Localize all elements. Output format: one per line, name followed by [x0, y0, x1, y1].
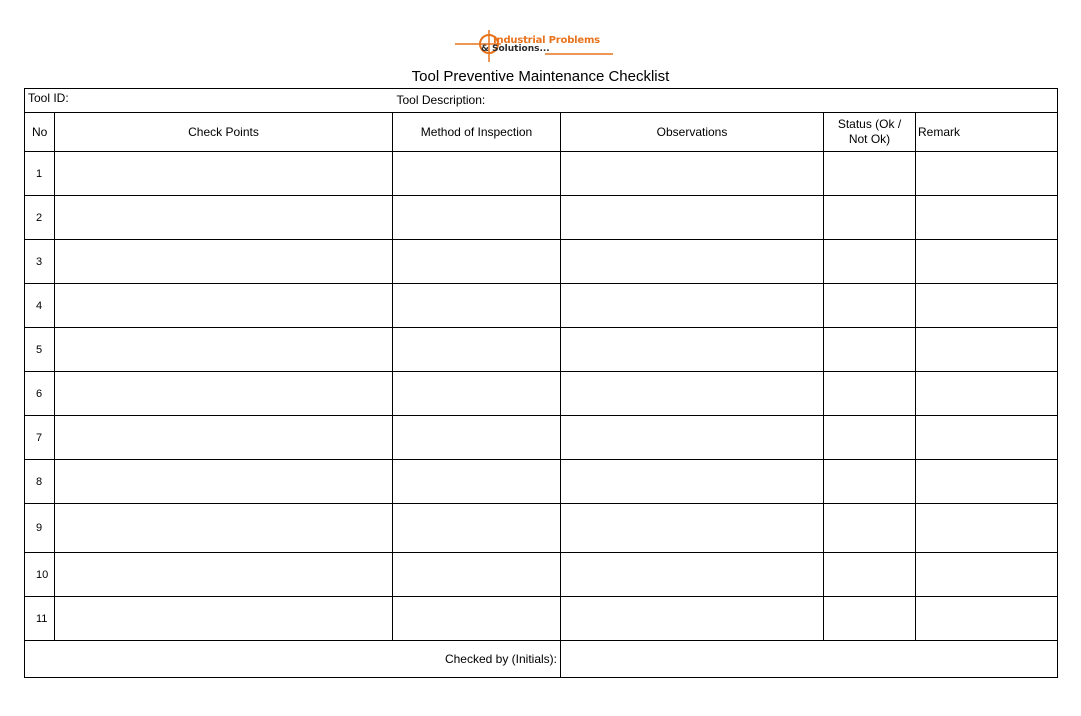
- method-cell[interactable]: [393, 597, 561, 641]
- checklist-table: [24, 88, 1058, 678]
- method-cell[interactable]: [393, 553, 561, 597]
- column-header-remark: Remark: [916, 113, 1058, 152]
- remark-cell[interactable]: [916, 152, 1058, 196]
- row-number: 11: [25, 597, 55, 641]
- check-point-cell[interactable]: [55, 284, 393, 328]
- observation-cell[interactable]: [561, 416, 824, 460]
- column-header-no: No: [25, 113, 55, 152]
- row-number: 9: [25, 504, 55, 553]
- table-row: [25, 504, 1058, 553]
- remark-cell[interactable]: [916, 240, 1058, 284]
- status-cell[interactable]: [824, 553, 916, 597]
- method-cell[interactable]: [393, 196, 561, 240]
- column-header-status: [824, 113, 916, 152]
- table-row: [25, 460, 1058, 504]
- method-cell[interactable]: [393, 152, 561, 196]
- table-row: [25, 372, 1058, 416]
- table-row: [25, 416, 1058, 460]
- remark-cell[interactable]: [916, 372, 1058, 416]
- remark-cell[interactable]: [916, 416, 1058, 460]
- status-cell[interactable]: [824, 284, 916, 328]
- check-point-cell[interactable]: [55, 240, 393, 284]
- status-cell[interactable]: [824, 597, 916, 641]
- table-row: [25, 553, 1058, 597]
- method-cell[interactable]: [393, 460, 561, 504]
- status-cell[interactable]: [824, 328, 916, 372]
- tool-info-row: [25, 89, 1058, 113]
- check-point-cell[interactable]: [55, 460, 393, 504]
- tool-description-field[interactable]: [393, 89, 1058, 113]
- column-header-method: Method of Inspection: [393, 113, 561, 152]
- table-header-row: [25, 113, 1058, 152]
- method-cell[interactable]: [393, 240, 561, 284]
- check-point-cell[interactable]: [55, 553, 393, 597]
- check-point-cell[interactable]: [55, 416, 393, 460]
- method-cell[interactable]: [393, 416, 561, 460]
- status-header-line1: Status (Ok /: [837, 117, 902, 131]
- tool-description-label: Tool Description:: [396, 93, 486, 107]
- company-logo: [455, 30, 615, 64]
- observation-cell[interactable]: [561, 152, 824, 196]
- check-point-cell[interactable]: [55, 597, 393, 641]
- observation-cell[interactable]: [561, 460, 824, 504]
- remark-cell[interactable]: [916, 460, 1058, 504]
- checked-by-initials-field[interactable]: [561, 641, 1058, 678]
- observation-cell[interactable]: [561, 597, 824, 641]
- table-row: [25, 240, 1058, 284]
- tool-id-field[interactable]: [25, 89, 393, 113]
- column-header-check-points: Check Points: [55, 113, 393, 152]
- method-cell[interactable]: [393, 284, 561, 328]
- remark-cell[interactable]: [916, 284, 1058, 328]
- observation-cell[interactable]: [561, 328, 824, 372]
- table-row: [25, 284, 1058, 328]
- status-cell[interactable]: [824, 196, 916, 240]
- status-header-line2: Not Ok): [848, 132, 891, 146]
- remark-cell[interactable]: [916, 553, 1058, 597]
- table-row: [25, 328, 1058, 372]
- row-number: 8: [25, 460, 55, 504]
- check-point-cell[interactable]: [55, 372, 393, 416]
- observation-cell[interactable]: [561, 240, 824, 284]
- observation-cell[interactable]: [561, 372, 824, 416]
- row-number: 10: [25, 553, 55, 597]
- method-cell[interactable]: [393, 328, 561, 372]
- status-cell[interactable]: [824, 416, 916, 460]
- row-number: 7: [25, 416, 55, 460]
- table-row: [25, 597, 1058, 641]
- remark-cell[interactable]: [916, 597, 1058, 641]
- status-cell[interactable]: [824, 152, 916, 196]
- remark-cell[interactable]: [916, 328, 1058, 372]
- row-number: 2: [25, 196, 55, 240]
- observation-cell[interactable]: [561, 504, 824, 553]
- logo-text-primary: Industrial Problems: [493, 35, 600, 46]
- row-number: 4: [25, 284, 55, 328]
- column-header-observations: Observations: [561, 113, 824, 152]
- row-number: 5: [25, 328, 55, 372]
- method-cell[interactable]: [393, 504, 561, 553]
- check-point-cell[interactable]: [55, 504, 393, 553]
- check-point-cell[interactable]: [55, 328, 393, 372]
- status-cell[interactable]: [824, 504, 916, 553]
- checked-by-row: [25, 641, 1058, 678]
- row-number: 6: [25, 372, 55, 416]
- observation-cell[interactable]: [561, 196, 824, 240]
- tool-id-label: Tool ID:: [28, 91, 69, 105]
- row-number: 1: [25, 152, 55, 196]
- status-cell[interactable]: [824, 460, 916, 504]
- status-cell[interactable]: [824, 372, 916, 416]
- logo-text-secondary: & Solutions...: [481, 44, 550, 54]
- table-row: [25, 152, 1058, 196]
- remark-cell[interactable]: [916, 196, 1058, 240]
- observation-cell[interactable]: [561, 553, 824, 597]
- page-title: Tool Preventive Maintenance Checklist: [411, 68, 670, 85]
- check-point-cell[interactable]: [55, 152, 393, 196]
- check-point-cell[interactable]: [55, 196, 393, 240]
- observation-cell[interactable]: [561, 284, 824, 328]
- status-cell[interactable]: [824, 240, 916, 284]
- checked-by-label: Checked by (Initials):: [25, 641, 561, 678]
- row-number: 3: [25, 240, 55, 284]
- table-row: [25, 196, 1058, 240]
- method-cell[interactable]: [393, 372, 561, 416]
- remark-cell[interactable]: [916, 504, 1058, 553]
